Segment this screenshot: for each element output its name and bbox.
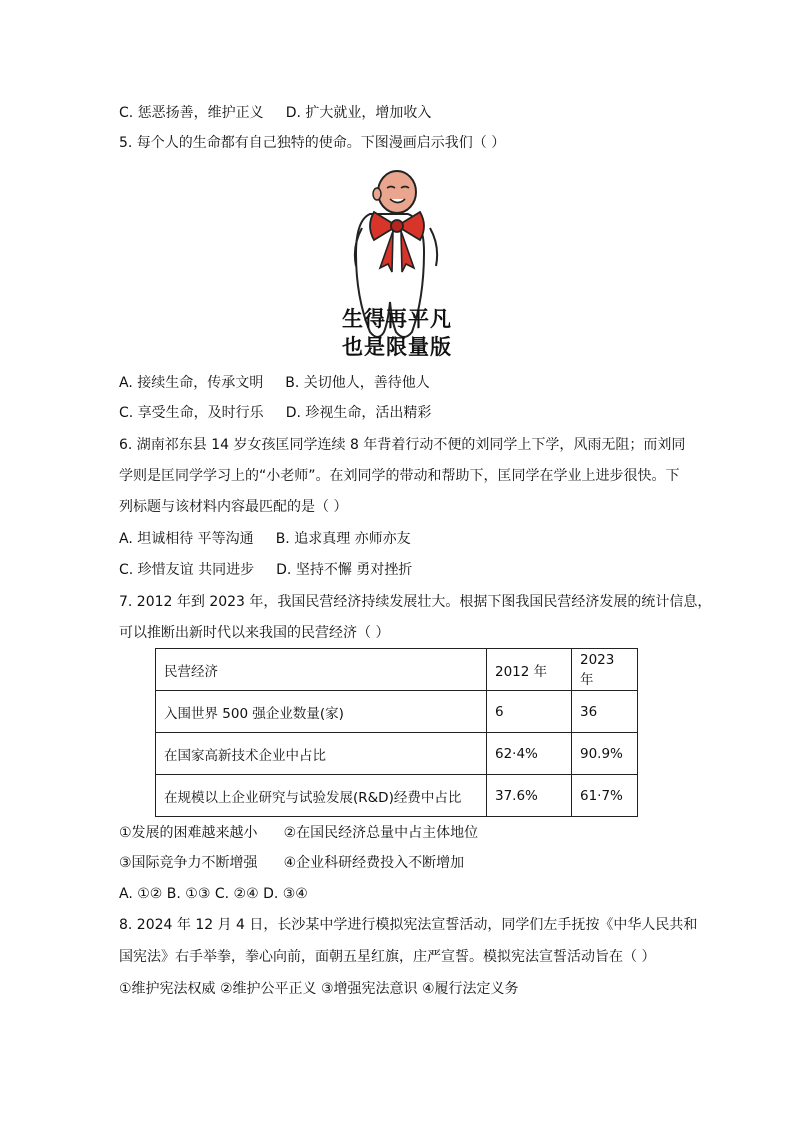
q6-stem-line3: 列标题与该材料内容最匹配的是（ ）: [119, 499, 348, 515]
q8-stem-line2: 国宪法》右手举拳，拳心向前，面朝五星红旗，庄严宣誓。模拟宪法宣誓活动旨在（ ）: [119, 949, 656, 965]
cartoon-caption-line1: 生得再平凡: [342, 307, 452, 331]
table-cell: 在国家高新技术企业中占比: [156, 733, 487, 775]
q5-options-ab: [119, 373, 430, 393]
q7-items-12: [119, 823, 478, 843]
q5-option-c: C. 享受生命，及时行乐: [119, 405, 264, 421]
q7-item-4: ④企业科研经费投入不断增加: [283, 855, 465, 871]
q6-stem-line2: 学则是匡同学学习上的“小老师”。在刘同学的带动和帮助下，匡同学在学业上进步很快。下: [119, 468, 680, 484]
q6-option-a: A. 坦诚相待 平等沟通: [119, 531, 254, 547]
q5-stem: 5. 每个人的生命都有自己独特的使命。下图漫画启示我们（ ）: [119, 135, 506, 151]
table-header-cell: 2023 年: [572, 649, 638, 691]
q5-options-cd: [119, 403, 431, 423]
q7-item-1: ①发展的困难越来越小: [119, 825, 258, 841]
table-header-row: [156, 649, 638, 691]
q8-stem-line1: 8. 2024 年 12 月 4 日，长沙某中学进行模拟宪法宣誓活动，同学们左手抚按《中华人民共和: [119, 917, 698, 933]
cartoon-caption-line2: 也是限量版: [342, 335, 452, 359]
table-cell: 37.6%: [487, 775, 572, 817]
table-cell: 36: [572, 691, 638, 733]
q5-option-a: A. 接续生命，传承文明: [119, 375, 264, 391]
q7-item-3: ③国际竞争力不断增强: [119, 855, 258, 871]
table-cell: 61·7%: [572, 775, 638, 817]
q7-items-34: [119, 853, 464, 873]
q6-option-d: D. 坚持不懈 勇对挫折: [276, 562, 413, 578]
table-row: [156, 733, 638, 775]
q8-items: ①维护宪法权威 ②维护公平正义 ③增强宪法意识 ④履行法定义务: [119, 981, 519, 997]
q7-stem-line2: 可以推断出新时代以来我国的民营经济（ ）: [119, 625, 390, 641]
table-row: [156, 775, 638, 817]
q4-options-cd: [119, 103, 431, 123]
table-cell: 62·4%: [487, 733, 572, 775]
q5-option-d: D. 珍视生命，活出精彩: [285, 405, 432, 421]
q7-options: A. ①② B. ①③ C. ②④ D. ③④: [119, 886, 308, 902]
q7-stem-line1: 7. 2012 年到 2023 年，我国民营经济持续发展壮大。根据下图我国民营经济发展的统计信息，: [119, 594, 712, 610]
table-header-cell: 2012 年: [487, 649, 572, 691]
q4-option-c: C. 惩恶扬善，维护正义: [119, 105, 264, 121]
table-cell: 在规模以上企业研究与试验发展(R&D)经费中占比: [156, 775, 487, 817]
private-economy-table: [155, 648, 638, 817]
table-cell: 入围世界 500 强企业数量(家): [156, 691, 487, 733]
q7-item-2: ②在国民经济总量中占主体地位: [283, 825, 479, 841]
table-header-cell: 民营经济: [156, 649, 487, 691]
table-cell: 90.9%: [572, 733, 638, 775]
table-row: [156, 691, 638, 733]
table-cell: 6: [487, 691, 572, 733]
q4-option-d: D. 扩大就业，增加收入: [285, 105, 432, 121]
q6-option-b: B. 追求真理 亦师亦友: [275, 531, 411, 547]
q6-options-ab: [119, 529, 411, 549]
q6-options-cd: [119, 560, 412, 580]
q5-option-b: B. 关切他人，善待他人: [285, 375, 430, 391]
q6-option-c: C. 珍惜友谊 共同进步: [119, 562, 255, 578]
q6-stem-line1: 6. 湖南祁东县 14 岁女孩匡同学连续 8 年背着行动不便的刘同学上下学，风雨无阻；而刘同: [119, 437, 686, 453]
